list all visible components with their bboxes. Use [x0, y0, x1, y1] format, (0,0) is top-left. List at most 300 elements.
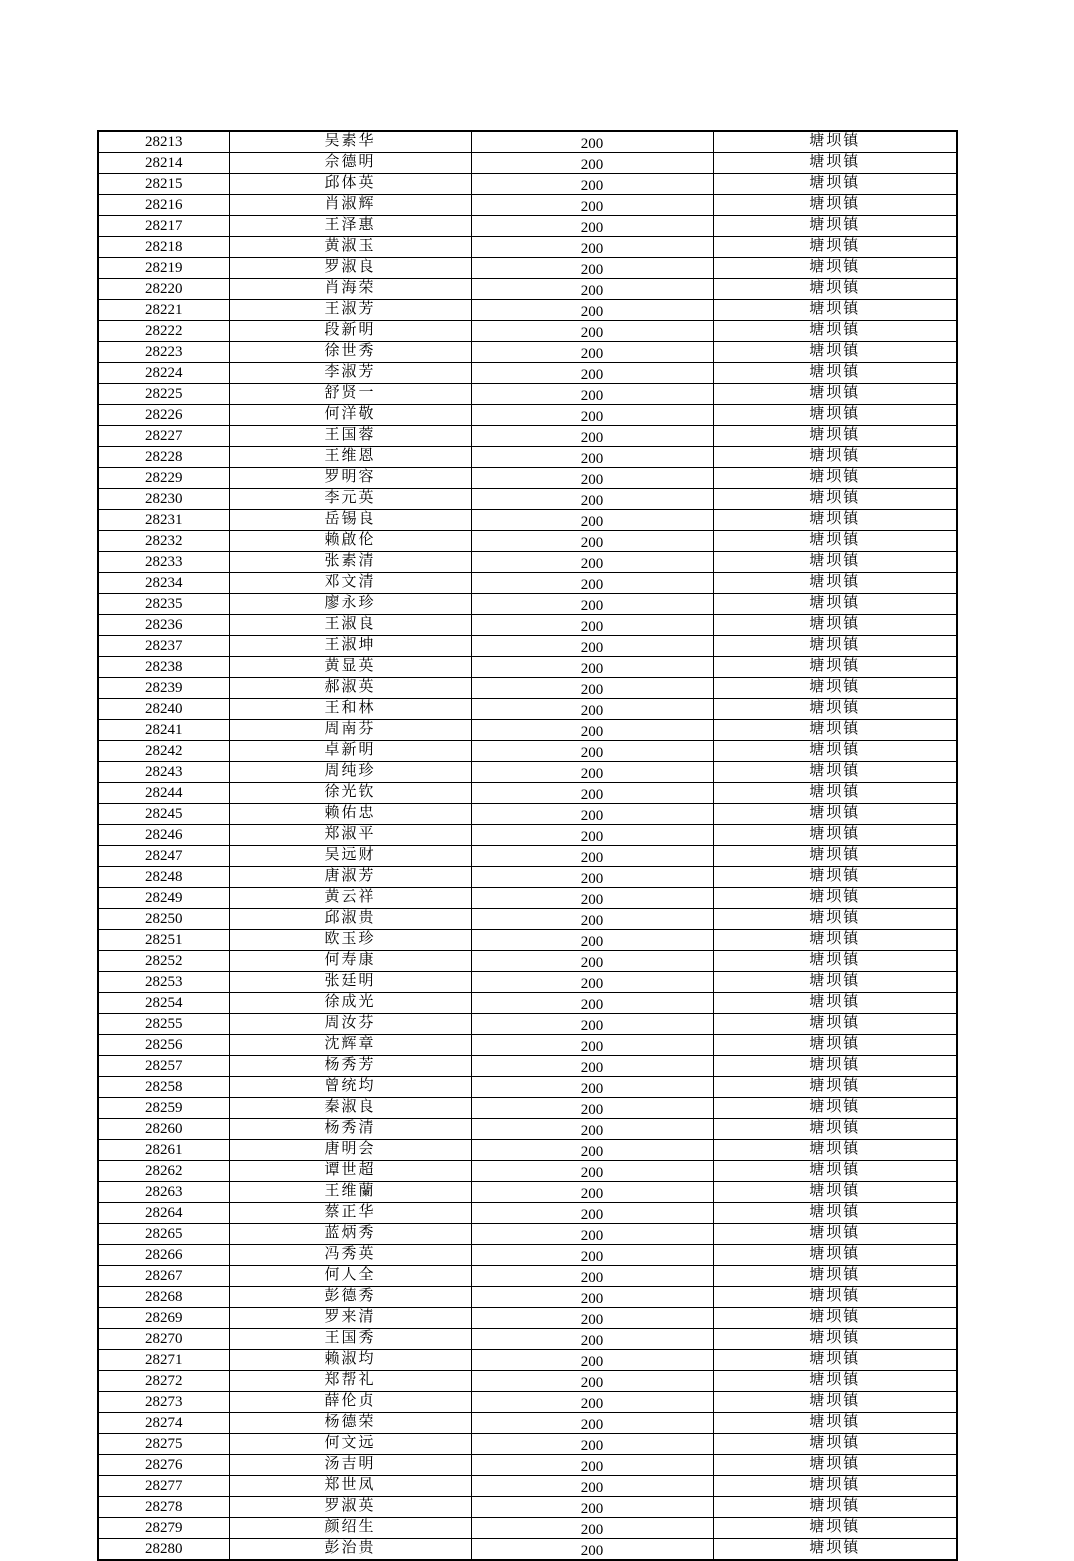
- amount-cell: 200: [471, 1140, 713, 1161]
- row-number-cell: 28226: [98, 405, 229, 426]
- town-cell: 塘坝镇: [713, 783, 957, 804]
- town-cell: 塘坝镇: [713, 279, 957, 300]
- row-number-cell: 28243: [98, 762, 229, 783]
- amount-cell: 200: [471, 321, 713, 342]
- table-row: [98, 594, 957, 615]
- table-row: [98, 951, 957, 972]
- person-name-cell: 邱体英: [229, 174, 471, 195]
- row-number-cell: 28227: [98, 426, 229, 447]
- person-name-cell: 罗明容: [229, 468, 471, 489]
- table-row: [98, 1119, 957, 1140]
- row-number-cell: 28250: [98, 909, 229, 930]
- amount-cell: 200: [471, 300, 713, 321]
- person-name-cell: 蔡正华: [229, 1203, 471, 1224]
- person-name-cell: 冯秀英: [229, 1245, 471, 1266]
- town-cell: 塘坝镇: [713, 993, 957, 1014]
- town-cell: 塘坝镇: [713, 384, 957, 405]
- town-cell: 塘坝镇: [713, 321, 957, 342]
- person-name-cell: 薛伦贞: [229, 1392, 471, 1413]
- table-row: [98, 1077, 957, 1098]
- row-number-cell: 28262: [98, 1161, 229, 1182]
- amount-cell: 200: [471, 1329, 713, 1350]
- table-row: [98, 1308, 957, 1329]
- amount-cell: 200: [471, 405, 713, 426]
- table-row: [98, 153, 957, 174]
- row-number-cell: 28233: [98, 552, 229, 573]
- amount-cell: 200: [471, 174, 713, 195]
- town-cell: 塘坝镇: [713, 1350, 957, 1371]
- amount-cell: 200: [471, 741, 713, 762]
- amount-cell: 200: [471, 972, 713, 993]
- amount-cell: 200: [471, 1371, 713, 1392]
- amount-cell: 200: [471, 1287, 713, 1308]
- town-cell: 塘坝镇: [713, 131, 957, 153]
- amount-cell: 200: [471, 930, 713, 951]
- amount-cell: 200: [471, 552, 713, 573]
- town-cell: 塘坝镇: [713, 426, 957, 447]
- person-name-cell: 谭世超: [229, 1161, 471, 1182]
- person-name-cell: 张素清: [229, 552, 471, 573]
- town-cell: 塘坝镇: [713, 594, 957, 615]
- table-row: [98, 972, 957, 993]
- person-name-cell: 邱淑贵: [229, 909, 471, 930]
- row-number-cell: 28274: [98, 1413, 229, 1434]
- row-number-cell: 28244: [98, 783, 229, 804]
- table-row: [98, 615, 957, 636]
- table-row: [98, 846, 957, 867]
- town-cell: 塘坝镇: [713, 720, 957, 741]
- person-name-cell: 何寿康: [229, 951, 471, 972]
- town-cell: 塘坝镇: [713, 1329, 957, 1350]
- town-cell: 塘坝镇: [713, 1287, 957, 1308]
- person-name-cell: 何洋敬: [229, 405, 471, 426]
- table-row: [98, 258, 957, 279]
- amount-cell: 200: [471, 510, 713, 531]
- table-row: [98, 531, 957, 552]
- table-row: [98, 1014, 957, 1035]
- row-number-cell: 28234: [98, 573, 229, 594]
- person-name-cell: 罗淑英: [229, 1497, 471, 1518]
- table-row: [98, 1140, 957, 1161]
- amount-cell: 200: [471, 909, 713, 930]
- table-row: [98, 1035, 957, 1056]
- person-name-cell: 周汝芬: [229, 1014, 471, 1035]
- amount-cell: 200: [471, 888, 713, 909]
- row-number-cell: 28278: [98, 1497, 229, 1518]
- amount-cell: 200: [471, 783, 713, 804]
- amount-cell: 200: [471, 131, 713, 153]
- town-cell: 塘坝镇: [713, 1539, 957, 1561]
- table-row: [98, 1455, 957, 1476]
- amount-cell: 200: [471, 1476, 713, 1497]
- row-number-cell: 28261: [98, 1140, 229, 1161]
- person-name-cell: 徐光钦: [229, 783, 471, 804]
- person-name-cell: 何人全: [229, 1266, 471, 1287]
- row-number-cell: 28277: [98, 1476, 229, 1497]
- person-name-cell: 王淑芳: [229, 300, 471, 321]
- town-cell: 塘坝镇: [713, 888, 957, 909]
- row-number-cell: 28225: [98, 384, 229, 405]
- amount-cell: 200: [471, 1539, 713, 1561]
- table-row: [98, 279, 957, 300]
- amount-cell: 200: [471, 762, 713, 783]
- amount-cell: 200: [471, 699, 713, 720]
- town-cell: 塘坝镇: [713, 1455, 957, 1476]
- person-name-cell: 杨秀清: [229, 1119, 471, 1140]
- town-cell: 塘坝镇: [713, 1245, 957, 1266]
- town-cell: 塘坝镇: [713, 741, 957, 762]
- roster-table-body: [98, 131, 957, 1560]
- row-number-cell: 28252: [98, 951, 229, 972]
- town-cell: 塘坝镇: [713, 1182, 957, 1203]
- town-cell: 塘坝镇: [713, 636, 957, 657]
- row-number-cell: 28265: [98, 1224, 229, 1245]
- table-row: [98, 1329, 957, 1350]
- person-name-cell: 吴远财: [229, 846, 471, 867]
- table-row: [98, 447, 957, 468]
- amount-cell: 200: [471, 1518, 713, 1539]
- person-name-cell: 吴素华: [229, 131, 471, 153]
- person-name-cell: 佘德明: [229, 153, 471, 174]
- table-row: [98, 405, 957, 426]
- row-number-cell: 28276: [98, 1455, 229, 1476]
- row-number-cell: 28215: [98, 174, 229, 195]
- amount-cell: 200: [471, 657, 713, 678]
- table-row: [98, 1287, 957, 1308]
- person-name-cell: 郑世凤: [229, 1476, 471, 1497]
- person-name-cell: 郝淑英: [229, 678, 471, 699]
- table-row: [98, 993, 957, 1014]
- row-number-cell: 28218: [98, 237, 229, 258]
- amount-cell: 200: [471, 1035, 713, 1056]
- town-cell: 塘坝镇: [713, 300, 957, 321]
- person-name-cell: 张廷明: [229, 972, 471, 993]
- amount-cell: 200: [471, 804, 713, 825]
- person-name-cell: 李淑芳: [229, 363, 471, 384]
- person-name-cell: 郑帮礼: [229, 1371, 471, 1392]
- town-cell: 塘坝镇: [713, 489, 957, 510]
- amount-cell: 200: [471, 237, 713, 258]
- town-cell: 塘坝镇: [713, 237, 957, 258]
- person-name-cell: 邓文清: [229, 573, 471, 594]
- person-name-cell: 唐淑芳: [229, 867, 471, 888]
- town-cell: 塘坝镇: [713, 846, 957, 867]
- amount-cell: 200: [471, 1266, 713, 1287]
- table-row: [98, 552, 957, 573]
- town-cell: 塘坝镇: [713, 1077, 957, 1098]
- town-cell: 塘坝镇: [713, 342, 957, 363]
- person-name-cell: 罗来清: [229, 1308, 471, 1329]
- row-number-cell: 28266: [98, 1245, 229, 1266]
- town-cell: 塘坝镇: [713, 1518, 957, 1539]
- table-row: [98, 300, 957, 321]
- town-cell: 塘坝镇: [713, 699, 957, 720]
- row-number-cell: 28232: [98, 531, 229, 552]
- town-cell: 塘坝镇: [713, 1056, 957, 1077]
- amount-cell: 200: [471, 678, 713, 699]
- amount-cell: 200: [471, 951, 713, 972]
- town-cell: 塘坝镇: [713, 1014, 957, 1035]
- amount-cell: 200: [471, 1077, 713, 1098]
- amount-cell: 200: [471, 447, 713, 468]
- town-cell: 塘坝镇: [713, 615, 957, 636]
- person-name-cell: 李元英: [229, 489, 471, 510]
- person-name-cell: 周纯珍: [229, 762, 471, 783]
- town-cell: 塘坝镇: [713, 447, 957, 468]
- town-cell: 塘坝镇: [713, 678, 957, 699]
- person-name-cell: 曾统均: [229, 1077, 471, 1098]
- person-name-cell: 赖淑均: [229, 1350, 471, 1371]
- amount-cell: 200: [471, 1350, 713, 1371]
- town-cell: 塘坝镇: [713, 1308, 957, 1329]
- amount-cell: 200: [471, 1497, 713, 1518]
- amount-cell: 200: [471, 216, 713, 237]
- table-row: [98, 1350, 957, 1371]
- row-number-cell: 28259: [98, 1098, 229, 1119]
- amount-cell: 200: [471, 1014, 713, 1035]
- amount-cell: 200: [471, 594, 713, 615]
- person-name-cell: 王淑坤: [229, 636, 471, 657]
- row-number-cell: 28247: [98, 846, 229, 867]
- amount-cell: 200: [471, 1119, 713, 1140]
- person-name-cell: 彭治贵: [229, 1539, 471, 1561]
- row-number-cell: 28246: [98, 825, 229, 846]
- row-number-cell: 28239: [98, 678, 229, 699]
- row-number-cell: 28235: [98, 594, 229, 615]
- table-row: [98, 468, 957, 489]
- town-cell: 塘坝镇: [713, 1497, 957, 1518]
- person-name-cell: 王维恩: [229, 447, 471, 468]
- table-row: [98, 888, 957, 909]
- amount-cell: 200: [471, 573, 713, 594]
- row-number-cell: 28236: [98, 615, 229, 636]
- person-name-cell: 徐成光: [229, 993, 471, 1014]
- amount-cell: 200: [471, 1392, 713, 1413]
- amount-cell: 200: [471, 153, 713, 174]
- row-number-cell: 28219: [98, 258, 229, 279]
- person-name-cell: 欧玉珍: [229, 930, 471, 951]
- table-row: [98, 657, 957, 678]
- amount-cell: 200: [471, 1245, 713, 1266]
- town-cell: 塘坝镇: [713, 174, 957, 195]
- town-cell: 塘坝镇: [713, 1413, 957, 1434]
- amount-cell: 200: [471, 1098, 713, 1119]
- person-name-cell: 黄淑玉: [229, 237, 471, 258]
- amount-cell: 200: [471, 1455, 713, 1476]
- person-name-cell: 廖永珍: [229, 594, 471, 615]
- person-name-cell: 秦淑良: [229, 1098, 471, 1119]
- row-number-cell: 28228: [98, 447, 229, 468]
- table-row: [98, 1203, 957, 1224]
- amount-cell: 200: [471, 468, 713, 489]
- table-row: [98, 804, 957, 825]
- row-number-cell: 28223: [98, 342, 229, 363]
- table-row: [98, 321, 957, 342]
- town-cell: 塘坝镇: [713, 1224, 957, 1245]
- row-number-cell: 28221: [98, 300, 229, 321]
- row-number-cell: 28275: [98, 1434, 229, 1455]
- person-name-cell: 黄显英: [229, 657, 471, 678]
- amount-cell: 200: [471, 258, 713, 279]
- table-row: [98, 720, 957, 741]
- person-name-cell: 罗淑良: [229, 258, 471, 279]
- table-row: [98, 363, 957, 384]
- row-number-cell: 28253: [98, 972, 229, 993]
- person-name-cell: 彭德秀: [229, 1287, 471, 1308]
- person-name-cell: 颜绍生: [229, 1518, 471, 1539]
- row-number-cell: 28217: [98, 216, 229, 237]
- town-cell: 塘坝镇: [713, 1203, 957, 1224]
- row-number-cell: 28224: [98, 363, 229, 384]
- amount-cell: 200: [471, 363, 713, 384]
- town-cell: 塘坝镇: [713, 510, 957, 531]
- person-name-cell: 肖淑辉: [229, 195, 471, 216]
- town-cell: 塘坝镇: [713, 363, 957, 384]
- table-row: [98, 1224, 957, 1245]
- row-number-cell: 28271: [98, 1350, 229, 1371]
- row-number-cell: 28238: [98, 657, 229, 678]
- person-name-cell: 王国秀: [229, 1329, 471, 1350]
- town-cell: 塘坝镇: [713, 867, 957, 888]
- table-row: [98, 783, 957, 804]
- amount-cell: 200: [471, 531, 713, 552]
- table-row: [98, 825, 957, 846]
- table-row: [98, 342, 957, 363]
- amount-cell: 200: [471, 720, 713, 741]
- row-number-cell: 28237: [98, 636, 229, 657]
- town-cell: 塘坝镇: [713, 1098, 957, 1119]
- amount-cell: 200: [471, 846, 713, 867]
- amount-cell: 200: [471, 1413, 713, 1434]
- town-cell: 塘坝镇: [713, 1392, 957, 1413]
- row-number-cell: 28241: [98, 720, 229, 741]
- amount-cell: 200: [471, 1308, 713, 1329]
- row-number-cell: 28213: [98, 131, 229, 153]
- person-name-cell: 段新明: [229, 321, 471, 342]
- town-cell: 塘坝镇: [713, 573, 957, 594]
- table-row: [98, 867, 957, 888]
- row-number-cell: 28249: [98, 888, 229, 909]
- row-number-cell: 28269: [98, 1308, 229, 1329]
- amount-cell: 200: [471, 636, 713, 657]
- document-page: [97, 130, 956, 1561]
- person-name-cell: 王泽惠: [229, 216, 471, 237]
- person-name-cell: 杨德荣: [229, 1413, 471, 1434]
- table-row: [98, 174, 957, 195]
- person-name-cell: 蓝炳秀: [229, 1224, 471, 1245]
- table-row: [98, 1413, 957, 1434]
- amount-cell: 200: [471, 993, 713, 1014]
- table-row: [98, 1476, 957, 1497]
- row-number-cell: 28270: [98, 1329, 229, 1350]
- row-number-cell: 28273: [98, 1392, 229, 1413]
- row-number-cell: 28229: [98, 468, 229, 489]
- town-cell: 塘坝镇: [713, 825, 957, 846]
- amount-cell: 200: [471, 489, 713, 510]
- town-cell: 塘坝镇: [713, 1266, 957, 1287]
- table-row: [98, 384, 957, 405]
- town-cell: 塘坝镇: [713, 804, 957, 825]
- row-number-cell: 28251: [98, 930, 229, 951]
- row-number-cell: 28240: [98, 699, 229, 720]
- town-cell: 塘坝镇: [713, 405, 957, 426]
- town-cell: 塘坝镇: [713, 552, 957, 573]
- amount-cell: 200: [471, 426, 713, 447]
- town-cell: 塘坝镇: [713, 1434, 957, 1455]
- amount-cell: 200: [471, 342, 713, 363]
- row-number-cell: 28256: [98, 1035, 229, 1056]
- town-cell: 塘坝镇: [713, 153, 957, 174]
- row-number-cell: 28258: [98, 1077, 229, 1098]
- table-row: [98, 573, 957, 594]
- table-row: [98, 930, 957, 951]
- row-number-cell: 28216: [98, 195, 229, 216]
- amount-cell: 200: [471, 279, 713, 300]
- table-row: [98, 1392, 957, 1413]
- person-name-cell: 岳锡良: [229, 510, 471, 531]
- amount-cell: 200: [471, 384, 713, 405]
- table-row: [98, 678, 957, 699]
- row-number-cell: 28220: [98, 279, 229, 300]
- town-cell: 塘坝镇: [713, 1140, 957, 1161]
- amount-cell: 200: [471, 1224, 713, 1245]
- town-cell: 塘坝镇: [713, 972, 957, 993]
- person-name-cell: 徐世秀: [229, 342, 471, 363]
- table-row: [98, 1161, 957, 1182]
- table-row: [98, 1497, 957, 1518]
- table-row: [98, 1518, 957, 1539]
- town-cell: 塘坝镇: [713, 1161, 957, 1182]
- table-row: [98, 909, 957, 930]
- table-row: [98, 195, 957, 216]
- amount-cell: 200: [471, 1161, 713, 1182]
- row-number-cell: 28245: [98, 804, 229, 825]
- table-row: [98, 1056, 957, 1077]
- amount-cell: 200: [471, 1203, 713, 1224]
- person-name-cell: 卓新明: [229, 741, 471, 762]
- town-cell: 塘坝镇: [713, 951, 957, 972]
- row-number-cell: 28267: [98, 1266, 229, 1287]
- row-number-cell: 28231: [98, 510, 229, 531]
- person-name-cell: 何文远: [229, 1434, 471, 1455]
- person-name-cell: 赖佑忠: [229, 804, 471, 825]
- town-cell: 塘坝镇: [713, 195, 957, 216]
- table-row: [98, 489, 957, 510]
- row-number-cell: 28272: [98, 1371, 229, 1392]
- amount-cell: 200: [471, 867, 713, 888]
- row-number-cell: 28230: [98, 489, 229, 510]
- row-number-cell: 28214: [98, 153, 229, 174]
- row-number-cell: 28257: [98, 1056, 229, 1077]
- town-cell: 塘坝镇: [713, 1371, 957, 1392]
- amount-cell: 200: [471, 1434, 713, 1455]
- row-number-cell: 28268: [98, 1287, 229, 1308]
- row-number-cell: 28260: [98, 1119, 229, 1140]
- amount-cell: 200: [471, 195, 713, 216]
- town-cell: 塘坝镇: [713, 1476, 957, 1497]
- table-row: [98, 741, 957, 762]
- row-number-cell: 28264: [98, 1203, 229, 1224]
- row-number-cell: 28254: [98, 993, 229, 1014]
- person-name-cell: 赖啟伦: [229, 531, 471, 552]
- amount-cell: 200: [471, 825, 713, 846]
- row-number-cell: 28248: [98, 867, 229, 888]
- town-cell: 塘坝镇: [713, 531, 957, 552]
- row-number-cell: 28255: [98, 1014, 229, 1035]
- table-row: [98, 762, 957, 783]
- table-row: [98, 1098, 957, 1119]
- roster-table: [97, 130, 958, 1561]
